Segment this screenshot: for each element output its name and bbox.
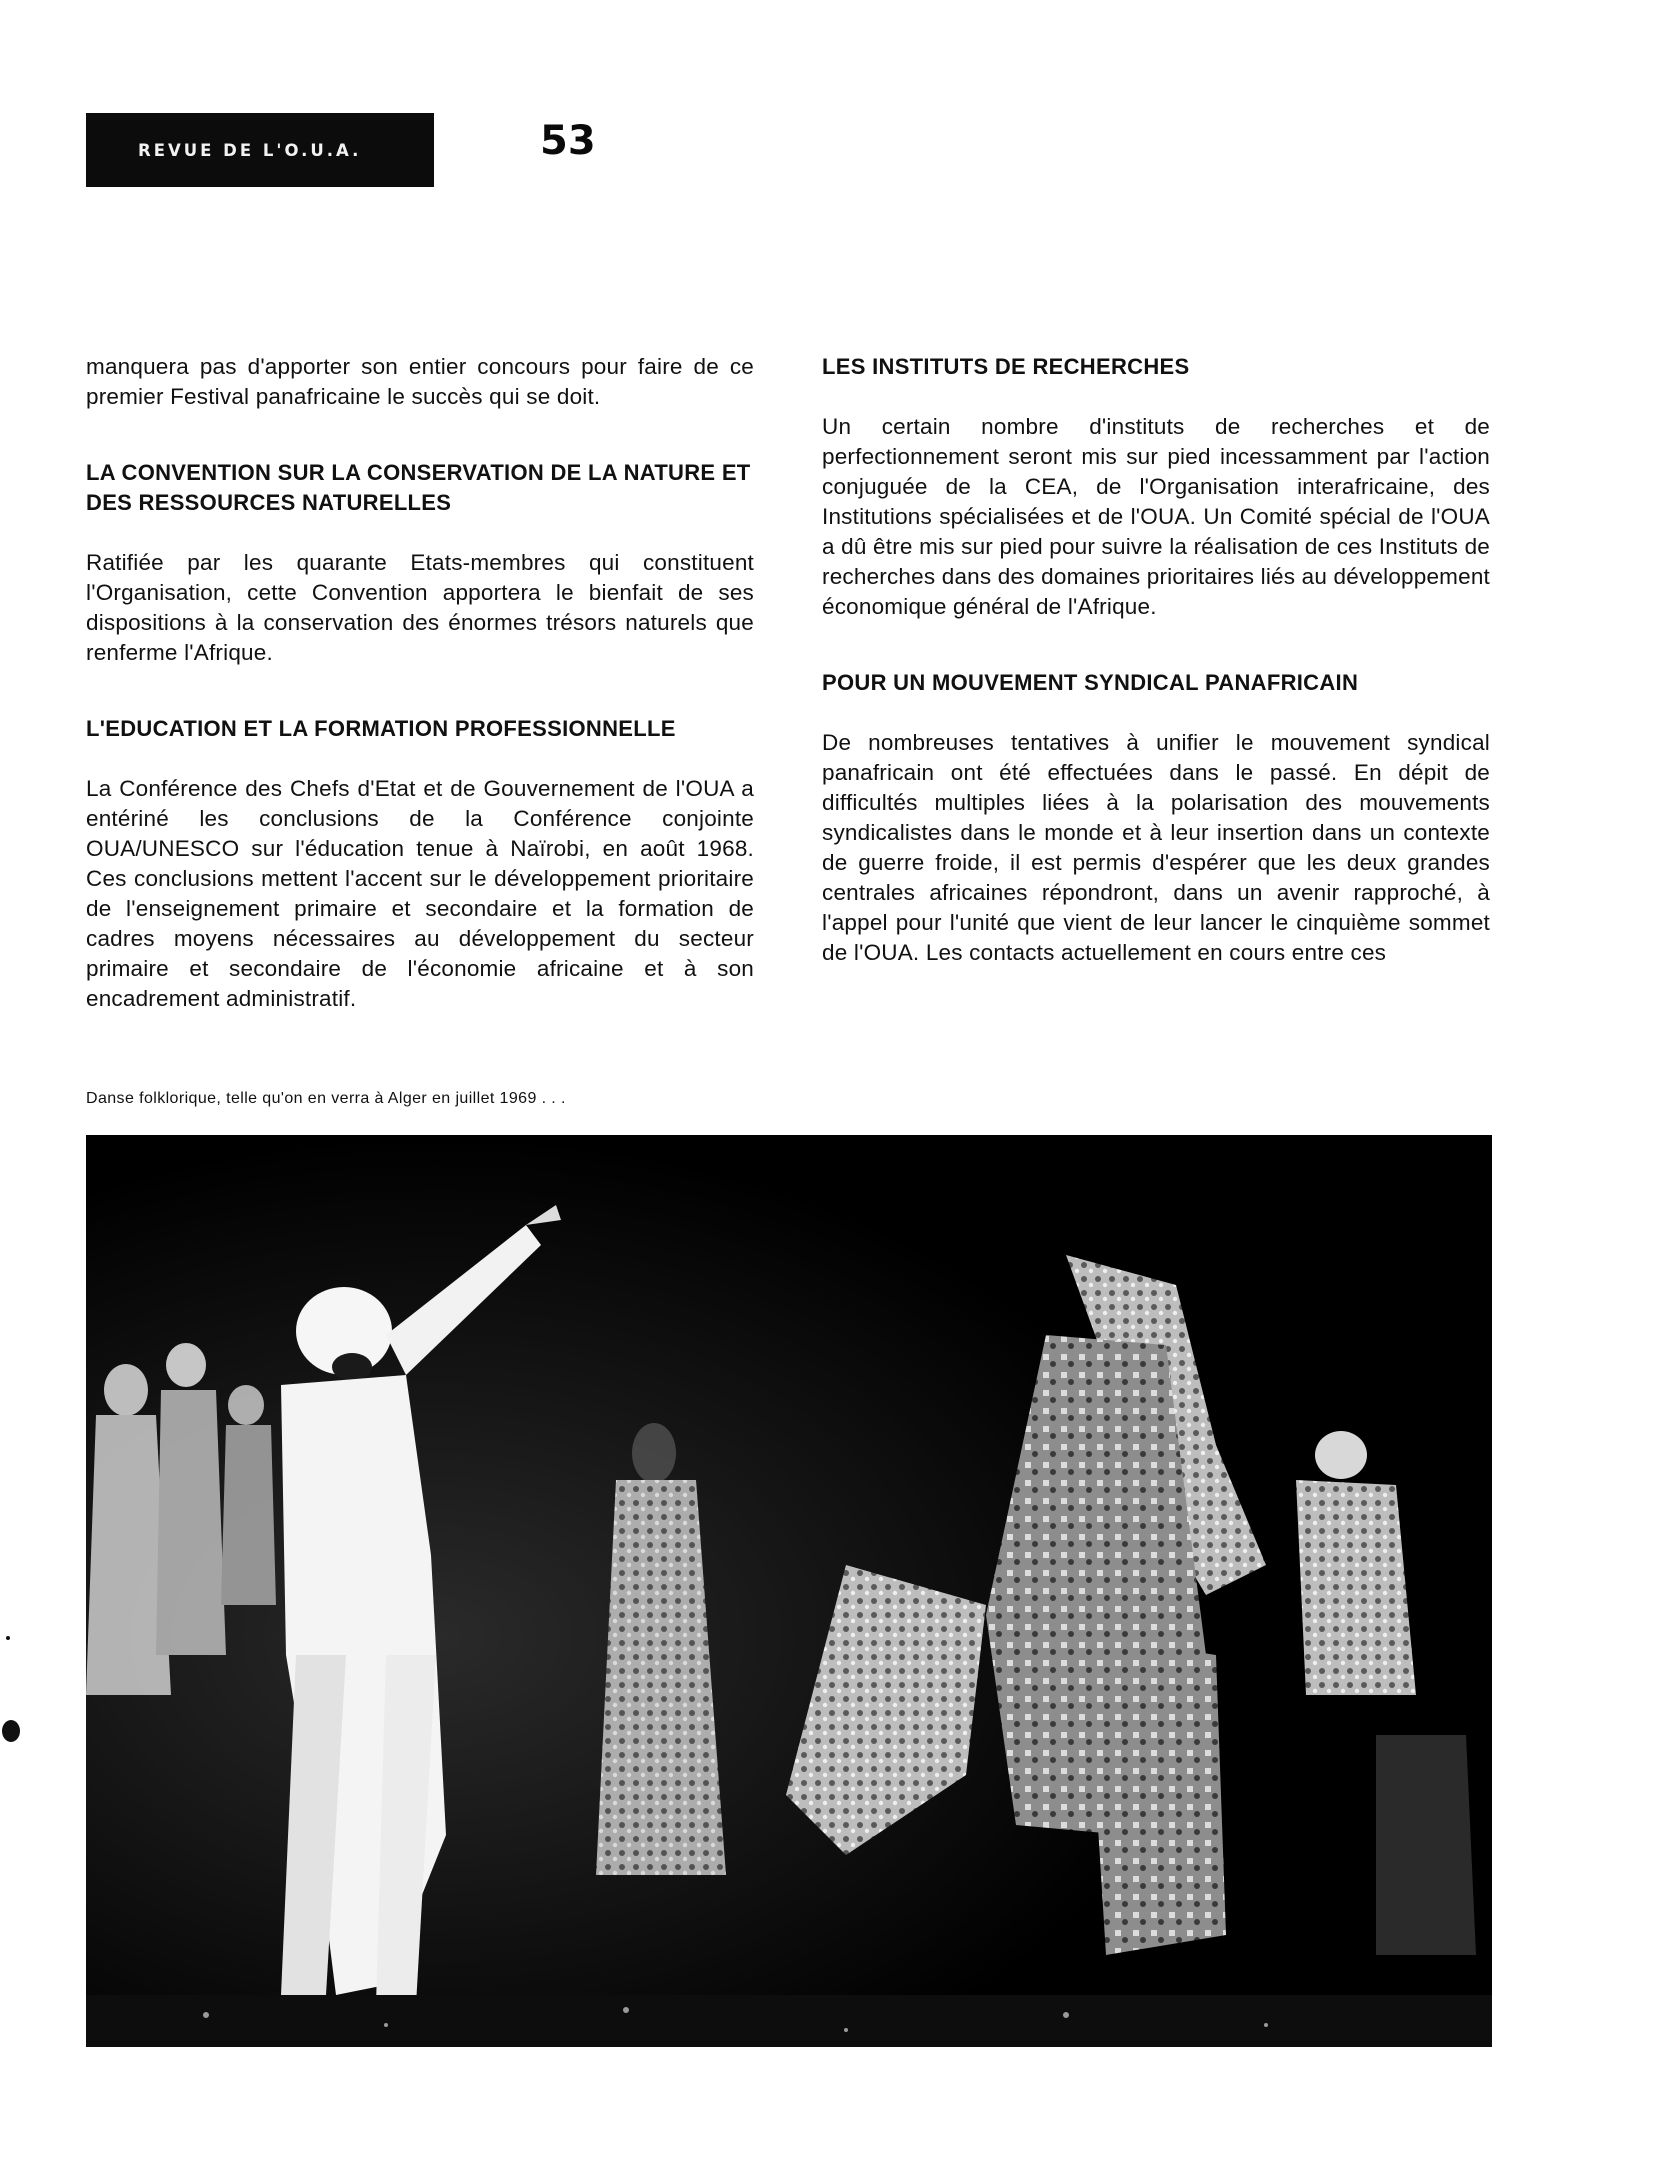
folk-dance-photo-illustration — [86, 1135, 1492, 2047]
masthead-bar — [86, 113, 434, 187]
section-heading-syndical: POUR UN MOUVEMENT SYNDICAL PANAFRICAIN — [822, 670, 1359, 695]
section-heading-instituts: LES INSTITUTS DE RECHERCHES — [822, 354, 1190, 379]
section-body-convention: Ratifiée par les quarante Etats-membres qui constituent l'Organisation, cette Convention apportera le bienfait de ses dispositions à la conservation des énormes trésors naturels que renferme l'Afrique. — [86, 550, 754, 665]
scan-speck — [6, 1636, 10, 1640]
page-number: 53 — [540, 118, 596, 164]
folk-dance-photo — [86, 1135, 1492, 2047]
section-heading-convention: LA CONVENTION SUR LA CONSERVATION DE LA NATURE ET DES RESSOURCES NATURELLES — [86, 460, 751, 515]
section-body-instituts: Un certain nombre d'instituts de recherches et de perfectionnement seront mis sur pied incessamment par l'action conjuguée de la CEA, de l'Organisation interafricaine, des Institutions spécialisées et de l'OUA. Un Comité spécial de l'OUA a dû être mis sur pied pour suivre la réalisation de ces Instituts de recherches dans des domaines prioritaires liés au développement économique général de l'Afrique. — [822, 414, 1490, 619]
section-body-education: La Conférence des Chefs d'Etat et de Gouvernement de l'OUA a entériné les conclusions de la Conférence conjointe OUA/UNESCO sur l'éducation tenue à Naïrobi, en août 1968. Ces conclusions mettent l'accent sur le développement prioritaire de l'enseignement primaire et secondaire et la formation de cadres moyens nécessaires au développement du secteur primaire et secondaire de l'économie africaine et à son encadrement administratif. — [86, 776, 754, 1011]
section-heading-education: L'EDUCATION ET LA FORMATION PROFESSIONNELLE — [86, 716, 676, 741]
journal-title: REVUE DE L'O.U.A. — [138, 140, 362, 160]
left-column — [86, 352, 754, 1014]
intro-paragraph: manquera pas d'apporter son entier concours pour faire de ce premier Festival panafricaine le succès qui se doit. — [86, 354, 754, 409]
photo-caption: Danse folklorique, telle qu'on en verra à Alger en juillet 1969 . . . — [86, 1090, 566, 1107]
section-body-syndical: De nombreuses tentatives à unifier le mouvement syndical panafricain ont été effectuées dans le passé. En dépit de difficultés multiples liées à la polarisation des mouvements syndicalistes dans le monde et à leur insertion dans un contexte de guerre froide, il est permis d'espérer que les deux grandes centrales africaines répondront, dans un avenir rapproché, à l'appel pour l'unité que vient de leur lancer le cinquième sommet de l'OUA. Les contacts actuellement en cours entre ces — [822, 730, 1490, 965]
scan-speck — [2, 1720, 20, 1742]
right-column — [822, 352, 1490, 968]
